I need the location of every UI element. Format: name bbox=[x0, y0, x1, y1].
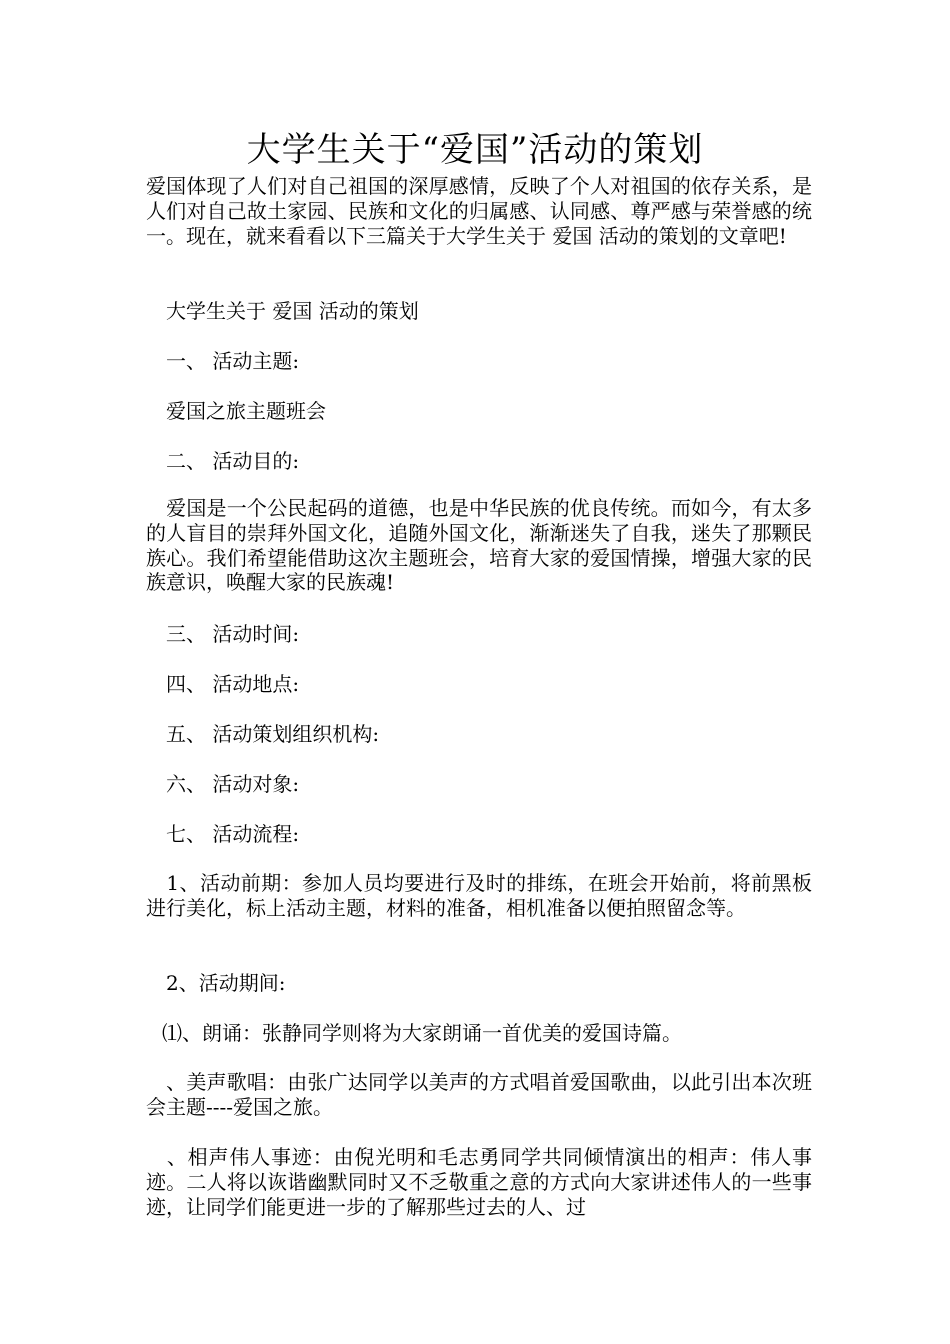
section6-heading: 六、 活动对象: bbox=[146, 772, 300, 796]
document-title: 大学生关于“爱国”活动的策划 bbox=[246, 130, 704, 170]
section2-heading: 二、 活动目的: bbox=[146, 449, 300, 473]
section5-heading: 五、 活动策划组织机构: bbox=[146, 722, 380, 746]
flow-step1: 1、活动前期：参加人员均要进行及时的排练，在班会开始前，将前黑板进行美化，标上活动主题，材料的准备，相机准备以便拍照留念等。 bbox=[146, 871, 812, 920]
section4-heading: 四、 活动地点: bbox=[146, 672, 300, 696]
section-subtitle: 大学生关于 爱国 活动的策划 bbox=[146, 299, 419, 323]
section1-heading: 一、 活动主题: bbox=[146, 349, 300, 373]
section1-content: 爱国之旅主题班会 bbox=[146, 399, 326, 423]
flow-step2-item3: 、相声伟人事迹：由倪光明和毛志勇同学共同倾情演出的相声：伟人事迹。二人将以诙谐幽默同时又不乏敬重之意的方式向大家讲述伟人的一些事迹，让同学们能更进一步的了解那些过去的人、过 bbox=[146, 1145, 812, 1219]
intro-paragraph: 爱国体现了人们对自己祖国的深厚感情，反映了个人对祖国的依存关系，是人们对自己故土家园、民族和文化的归属感、认同感、尊严感与荣誉感的统一。现在，就来看看以下三篇关于大学生关于 爱国 活动的策划的文章吧! bbox=[146, 174, 812, 248]
section7-heading: 七、 活动流程: bbox=[146, 822, 300, 846]
flow-step2-heading: 2、活动期间: bbox=[146, 971, 286, 995]
section3-heading: 三、 活动时间: bbox=[146, 622, 300, 646]
flow-step2-item1: ⑴、朗诵：张静同学则将为大家朗诵一首优美的爱国诗篇。 bbox=[162, 1021, 682, 1045]
flow-step2-item2: 、美声歌唱：由张广达同学以美声的方式唱首爱国歌曲，以此引出本次班会主题----爱国之旅。 bbox=[146, 1070, 812, 1119]
section2-content: 爱国是一个公民起码的道德，也是中华民族的优良传统。而如今，有太多的人盲目的崇拜外国文化，追随外国文化，渐渐迷失了自我，迷失了那颗民族心。我们希望能借助这次主题班会，培育大家的爱国情操，增强大家的民族意识，唤醒大家的民族魂! bbox=[146, 496, 812, 595]
